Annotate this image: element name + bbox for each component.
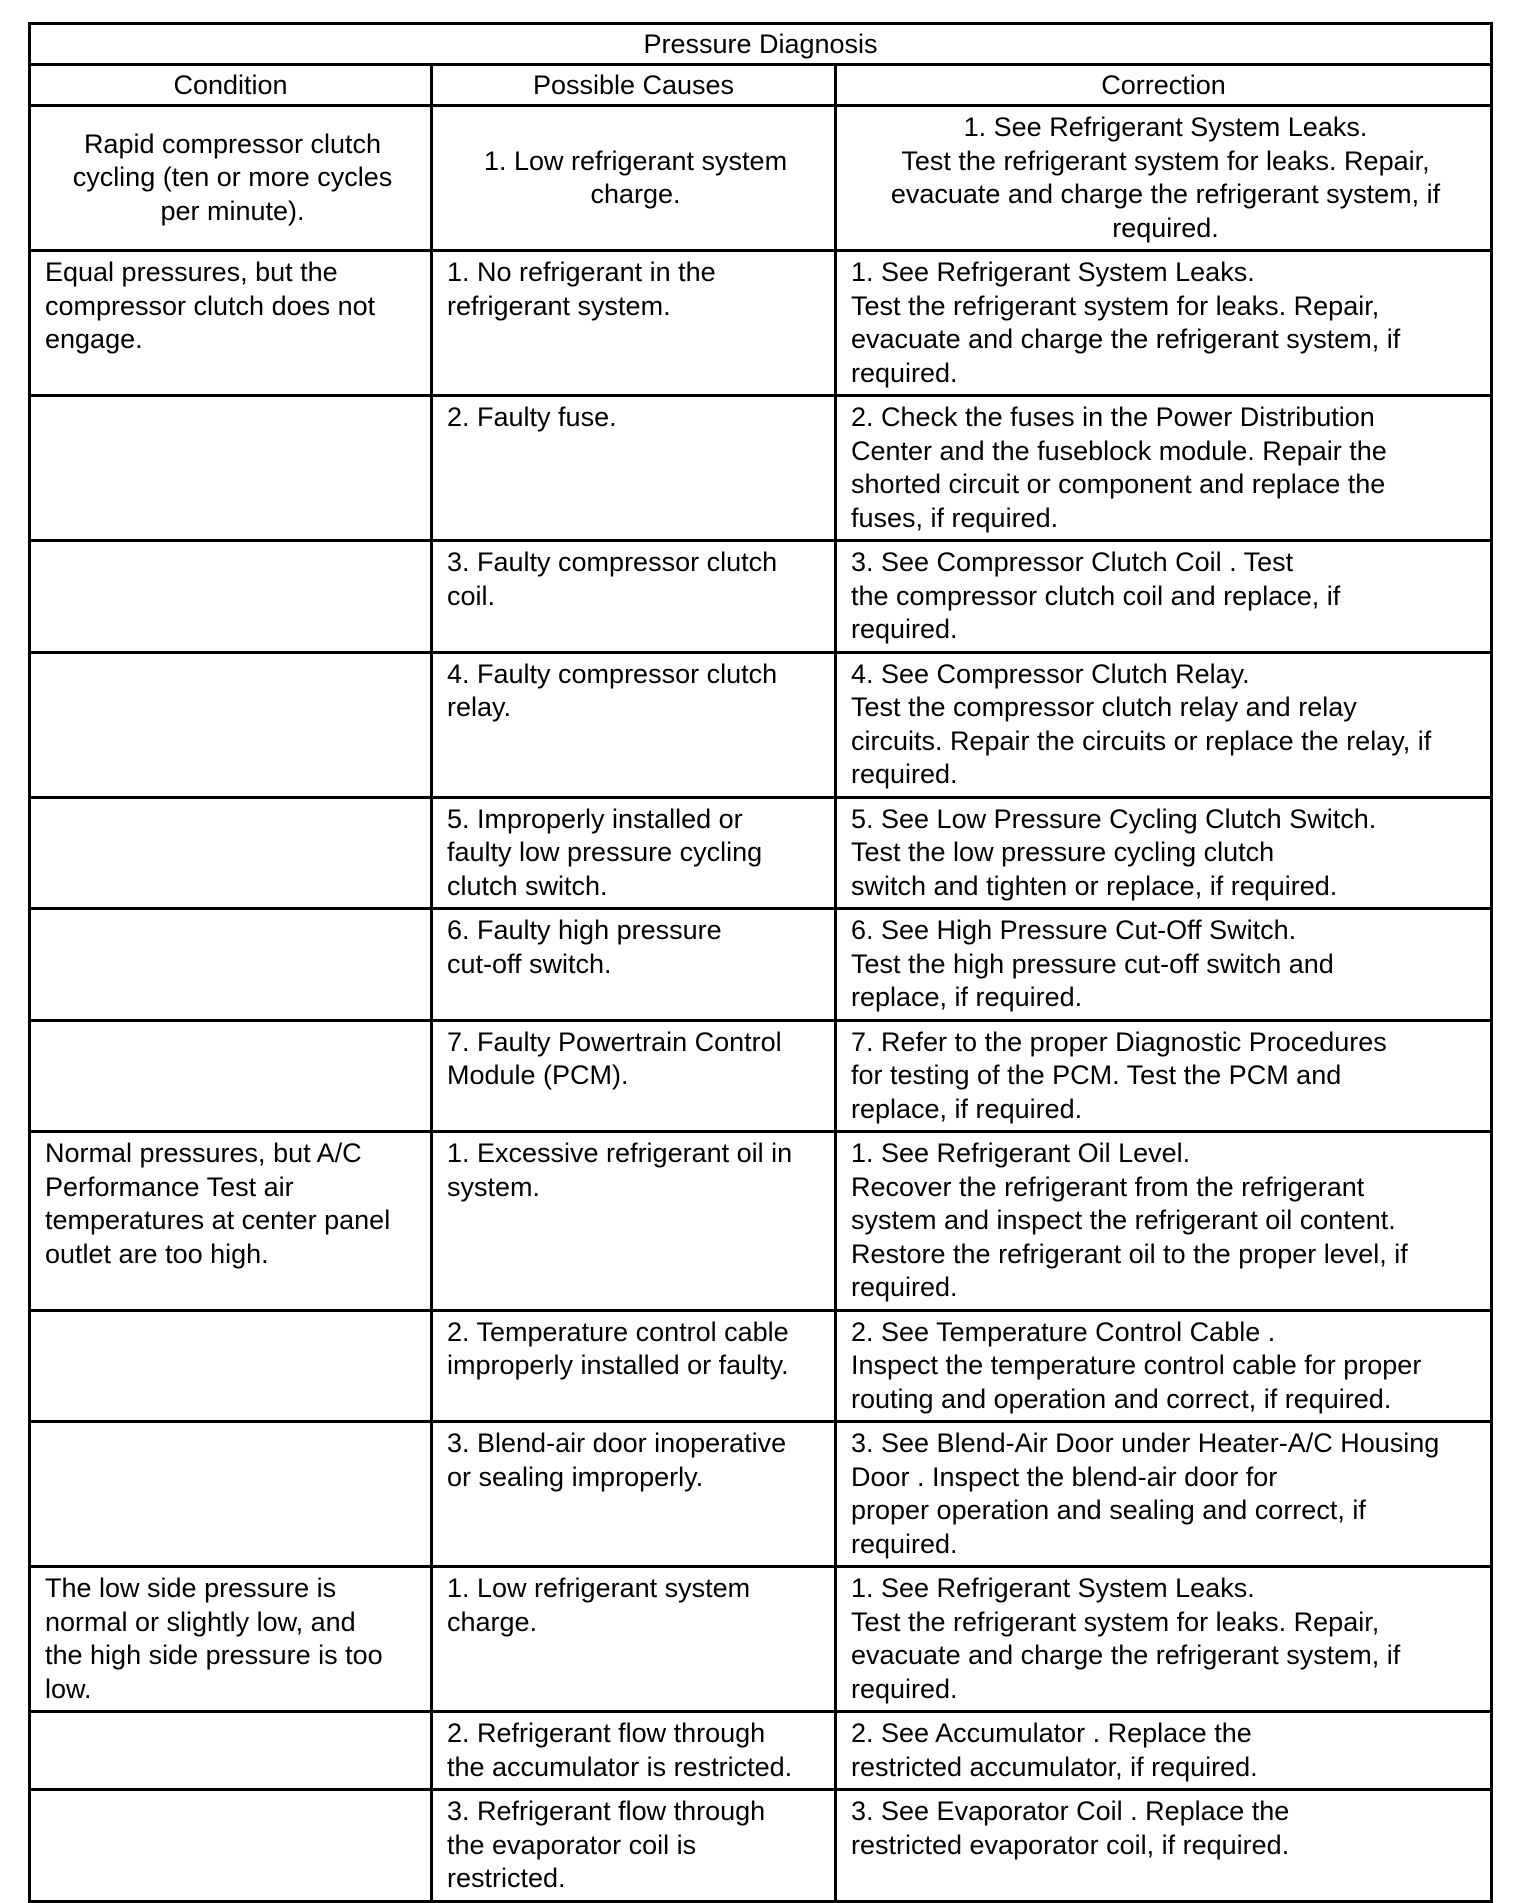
condition-cell <box>30 396 432 541</box>
correction-cell: 1. See Refrigerant System Leaks. Test the refrigerant system for leaks. Repair, evacuate and charge the refrigerant system, if required. <box>836 106 1492 251</box>
cause-cell: 1. Low refrigerant system charge. <box>432 106 836 251</box>
condition-cell: Equal pressures, but the compressor clutch does not engage. <box>30 251 432 396</box>
correction-cell: 5. See Low Pressure Cycling Clutch Switch. Test the low pressure cycling clutch switch and tighten or replace, if required. <box>836 797 1492 909</box>
condition-cell: The low side pressure is normal or slightly low, and the high side pressure is too low. <box>30 1567 432 1712</box>
correction-cell: 3. See Blend-Air Door under Heater-A/C Housing Door . Inspect the blend-air door for proper operation and sealing and correct, if required. <box>836 1422 1492 1567</box>
table-row <box>30 396 1492 541</box>
cause-cell: 7. Faulty Powertrain Control Module (PCM). <box>432 1020 836 1132</box>
table-row <box>30 797 1492 909</box>
correction-cell: 3. See Evaporator Coil . Replace the restricted evaporator coil, if required. <box>836 1790 1492 1902</box>
condition-cell <box>30 652 432 797</box>
condition-cell <box>30 1712 432 1790</box>
condition-cell <box>30 541 432 653</box>
correction-cell: 2. See Accumulator . Replace the restricted accumulator, if required. <box>836 1712 1492 1790</box>
correction-cell: 3. See Compressor Clutch Coil . Test the compressor clutch coil and replace, if required. <box>836 541 1492 653</box>
table-title-row <box>30 24 1492 65</box>
table-row <box>30 1567 1492 1712</box>
condition-cell <box>30 1020 432 1132</box>
cause-cell: 3. Faulty compressor clutch coil. <box>432 541 836 653</box>
table-row <box>30 1790 1492 1902</box>
table-row <box>30 652 1492 797</box>
correction-cell: 2. See Temperature Control Cable . Inspect the temperature control cable for proper routing and operation and correct, if required. <box>836 1310 1492 1422</box>
table-row <box>30 1712 1492 1790</box>
table-row <box>30 251 1492 396</box>
cause-cell: 3. Refrigerant flow through the evaporator coil is restricted. <box>432 1790 836 1902</box>
cause-cell: 1. Low refrigerant system charge. <box>432 1567 836 1712</box>
column-header-possible-causes: Possible Causes <box>432 65 836 106</box>
table-row <box>30 1020 1492 1132</box>
condition-cell: Normal pressures, but A/C Performance Test air temperatures at center panel outlet are too high. <box>30 1132 432 1311</box>
condition-cell <box>30 1790 432 1902</box>
table-row <box>30 541 1492 653</box>
correction-cell: 4. See Compressor Clutch Relay. Test the compressor clutch relay and relay circuits. Repair the circuits or replace the relay, if required. <box>836 652 1492 797</box>
table-row <box>30 106 1492 251</box>
cause-cell: 2. Refrigerant flow through the accumulator is restricted. <box>432 1712 836 1790</box>
cause-cell: 4. Faulty compressor clutch relay. <box>432 652 836 797</box>
cause-cell: 3. Blend-air door inoperative or sealing improperly. <box>432 1422 836 1567</box>
correction-cell: 1. See Refrigerant System Leaks. Test the refrigerant system for leaks. Repair, evacuate and charge the refrigerant system, if required. <box>836 1567 1492 1712</box>
cause-cell: 2. Temperature control cable improperly installed or faulty. <box>432 1310 836 1422</box>
correction-cell: 7. Refer to the proper Diagnostic Procedures for testing of the PCM. Test the PCM and replace, if required. <box>836 1020 1492 1132</box>
cause-cell: 6. Faulty high pressure cut-off switch. <box>432 909 836 1021</box>
condition-cell: Rapid compressor clutch cycling (ten or more cycles per minute). <box>30 106 432 251</box>
table-row <box>30 1310 1492 1422</box>
table-body <box>30 106 1492 1902</box>
cause-cell: 1. Excessive refrigerant oil in system. <box>432 1132 836 1311</box>
document-page <box>28 22 1490 1903</box>
correction-cell: 6. See High Pressure Cut-Off Switch. Test the high pressure cut-off switch and replace, if required. <box>836 909 1492 1021</box>
cause-cell: 5. Improperly installed or faulty low pressure cycling clutch switch. <box>432 797 836 909</box>
column-header-condition: Condition <box>30 65 432 106</box>
cause-cell: 1. No refrigerant in the refrigerant system. <box>432 251 836 396</box>
table-row <box>30 1422 1492 1567</box>
table-row <box>30 1132 1492 1311</box>
condition-cell <box>30 1422 432 1567</box>
table-title: Pressure Diagnosis <box>30 24 1492 65</box>
correction-cell: 1. See Refrigerant System Leaks. Test the refrigerant system for leaks. Repair, evacuate and charge the refrigerant system, if required. <box>836 251 1492 396</box>
condition-cell <box>30 909 432 1021</box>
correction-cell: 2. Check the fuses in the Power Distribution Center and the fuseblock module. Repair the shorted circuit or component and replace the fuses, if required. <box>836 396 1492 541</box>
cause-cell: 2. Faulty fuse. <box>432 396 836 541</box>
condition-cell <box>30 797 432 909</box>
correction-cell: 1. See Refrigerant Oil Level. Recover the refrigerant from the refrigerant system and inspect the refrigerant oil content. Restore the refrigerant oil to the proper level, if required. <box>836 1132 1492 1311</box>
table-header-row <box>30 65 1492 106</box>
column-header-correction: Correction <box>836 65 1492 106</box>
pressure-diagnosis-table <box>28 22 1493 1903</box>
condition-cell <box>30 1310 432 1422</box>
table-row <box>30 909 1492 1021</box>
